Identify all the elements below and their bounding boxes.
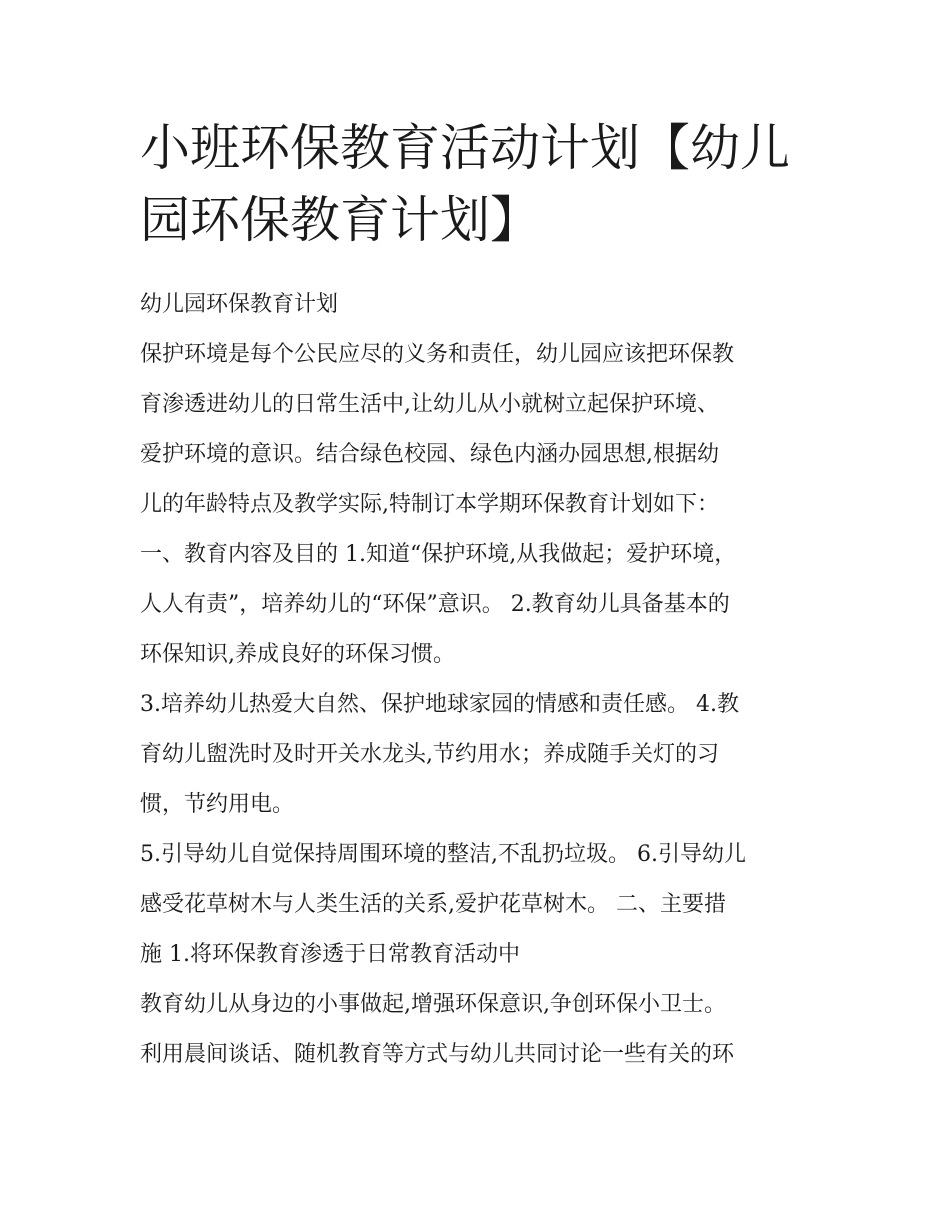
- text-line: 儿的年龄特点及教学实际,特制订本学期环保教育计划如下：: [140, 492, 719, 517]
- text-line: 5.引导幼儿自觉保持周围环境的整洁,不乱扔垃圾。 6.引导幼儿: [140, 842, 746, 867]
- document-body: [140, 280, 820, 1080]
- text-line: 教育幼儿从身边的小事做起,增强环保意识,争创环保小卫士。: [140, 992, 726, 1017]
- text-line: 爱护环境的意识。结合绿色校园、绿色内涵办园思想,根据幼: [140, 442, 719, 467]
- text-line: 环保知识,养成良好的环保习惯。: [140, 642, 455, 667]
- text-line: 惯，节约用电。: [140, 792, 295, 817]
- text-line: 感受花草树木与人类生活的关系,爱护花草树木。 二、主要措: [140, 892, 726, 917]
- text-line: 3.培养幼儿热爱大自然、保护地球家园的情感和责任感。 4.教: [140, 692, 739, 717]
- text-line: 育渗透进幼儿的日常生活中,让幼儿从小就树立起保护环境、: [140, 392, 719, 417]
- text-line: 人人有责”，培养幼儿的“环保”意识。 2.教育幼儿具备基本的: [140, 592, 730, 617]
- text-line: 保护环境是每个公民应尽的义务和责任，幼儿园应该把环保教: [140, 342, 735, 367]
- text-line: 利用晨间谈话、随机教育等方式与幼儿共同讨论一些有关的环: [140, 1042, 735, 1067]
- title-line: 园环保教育计划】: [140, 191, 540, 249]
- text-line: 施 1.将环保教育渗透于日常教育活动中: [140, 942, 520, 967]
- text-line: 育幼儿盥洗时及时开关水龙头,节约用水；养成随手关灯的习: [140, 742, 719, 767]
- document-title: [140, 112, 820, 256]
- subtitle-line: 幼儿园环保教育计划: [140, 292, 339, 317]
- text-line: 一、教育内容及目的 1.知道“保护环境,从我做起；爱护环境，: [140, 542, 737, 567]
- title-line: 小班环保教育活动计划【幼儿: [140, 119, 790, 177]
